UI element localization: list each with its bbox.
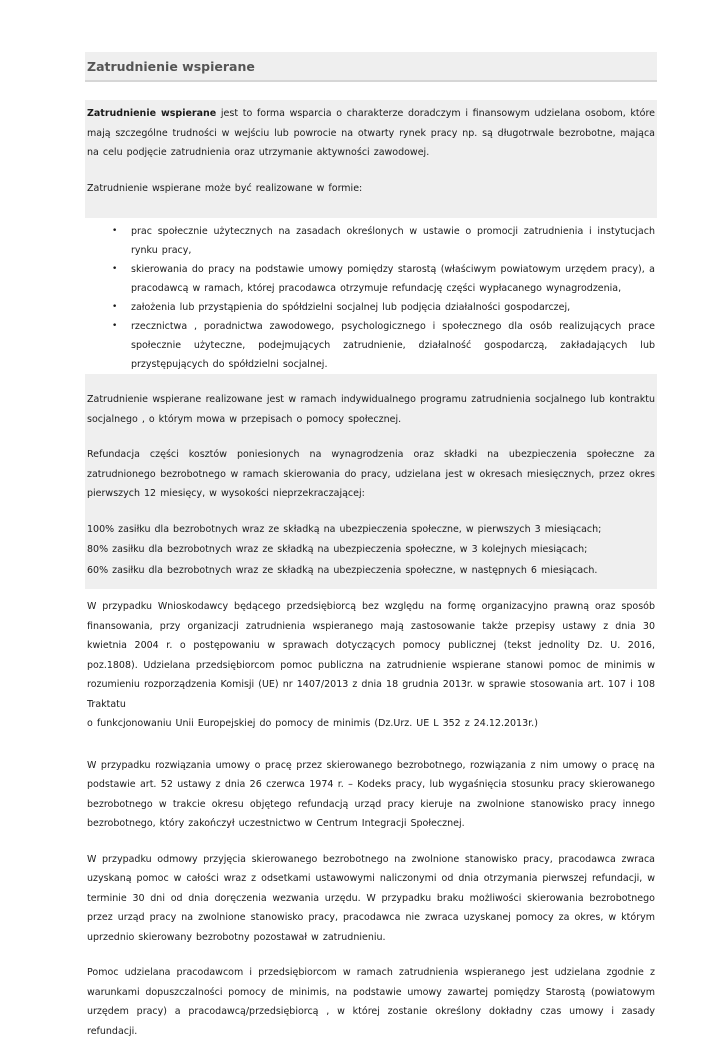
- rates-list: [87, 520, 655, 582]
- deminimis-paragraph-end: o funkcjonowaniu Unii Europejskiej do pomocy de minimis (Dz.Urz. UE L 352 z 24.12.2013r.): [87, 718, 538, 729]
- list-item: • założenia lub przystąpienia do spółdzielni socjalnej lub podjęcia działalności gospodarczej,: [85, 298, 655, 317]
- deminimis-section: [85, 589, 657, 1041]
- bullet-icon: •: [112, 226, 118, 236]
- title-bar: [85, 52, 657, 82]
- rate-line: 60% zasiłku dla bezrobotnych wraz ze składką na ubezpieczenia społeczne, w następnych 6 miesiącach.: [87, 564, 598, 576]
- intro-paragraph: [87, 104, 655, 163]
- rate-line: 100% zasiłku dla bezrobotnych wraz ze składką na ubezpieczenia społeczne, w pierwszych 3 miesiącach;: [87, 523, 602, 535]
- list-item: • skierowania do pracy na podstawie umowy pomiędzy starostą (właściwym powiatowym urzędem pracy), a pracodawcą w ramach, której pracodawca otrzymuje refundację części wypłacanego wynagrodzenia,: [85, 260, 655, 298]
- forms-list-wrapper: [85, 218, 657, 374]
- program-paragraph: Zatrudnienie wspierane realizowane jest w ramach indywidualnego programu zatrudnienia socjalnego lub kontraktu socjalnego , o którym mowa w przepisach o pomocy społecznej.: [87, 394, 655, 425]
- document-page: [85, 52, 657, 1041]
- forms-list: [85, 222, 655, 374]
- refund-paragraph: Refundacja części kosztów poniesionych na wynagrodzenia oraz składki na ubezpieczenia społeczne za zatrudnionego bezrobotnego w ramach skierowania do pracy, udzielana jest w okresach miesięcznych, przez okres pierwszych 12 miesięcy, w wysokości nieprzekraczającej:: [87, 449, 655, 499]
- deminimis-paragraph: W przypadku Wnioskodawcy będącego przedsiębiorcą bez względu na formę organizacyjno prawną oraz sposób finansowania, przy organizacji zatrudnienia wspieranego mają zastosowanie także przepisy ustawy z dnia 30 kwietnia 2004 r. o postępowaniu w sprawach dotyczących pomocy publicznej (tekst jednolity Dz. U. 2016, poz.1808). Udzielana przedsiębiorcom pomoc publiczna na zatrudnienie wspierane stanowi pomoc de minimis w rozumieniu rozporządzenia Komisji (UE) nr 1407/2013 z dnia 18 grudnia 2013r. w sprawie stosowania art. 107 i 108 Traktatu: [87, 601, 655, 710]
- intro-text: jest to forma wsparcia o charakterze doradczym i finansowym udzielana osobom, które mają szczególne trudności w wejściu lub powrocie na otwarty rynek pracy np. są długotrwale bezrobotne, mająca na celu podjęcie zatrudnienia oraz utrzymanie aktywności zawodowej.: [87, 108, 655, 158]
- shaded-section: [85, 100, 657, 218]
- bullet-icon: •: [112, 321, 118, 331]
- shaded-section-2: [85, 374, 657, 589]
- bullet-icon: •: [112, 264, 118, 274]
- aid-paragraph: Pomoc udzielana pracodawcom i przedsiębiorcom w ramach zatrudnienia wspieranego jest udzielana zgodnie z warunkami dopuszczalności pomocy de minimis, na podstawie umowy zawartej pomiędzy Starostą (powiatowym urzędem pracy) a pracodawcą/przedsiębiorcą , w której zostanie określony dokładny czas umowy i zasady refundacji.: [87, 967, 655, 1037]
- bullet-icon: •: [112, 302, 118, 312]
- termination-paragraph: W przypadku rozwiązania umowy o pracę przez skierowanego bezrobotnego, rozwiązania z nim umowy o pracę na podstawie art. 52 ustawy z dnia 26 czerwca 1974 r. – Kodeks pracy, lub wygaśnięcia stosunku pracy skierowanego bezrobotnego w trakcie okresu objętego refundacją urząd pracy kieruje na zwolnione stanowisko pracy innego bezrobotnego, który zakończył uczestnictwo w Centrum Integracji Społecznej.: [87, 759, 655, 829]
- list-item: • prac społecznie użytecznych na zasadach określonych w ustawie o promocji zatrudnienia i instytucjach rynku pracy,: [85, 222, 655, 260]
- page-title: Zatrudnienie wspierane: [87, 58, 255, 74]
- list-item: • rzecznictwa , poradnictwa zawodowego, psychologicznego i społecznego dla osób realizujących prace społecznie użyteczne, podejmujących zatrudnienie, działalność gospodarczą, zakładających lub przystępujących do spółdzielni socjalnej.: [85, 317, 655, 374]
- intro-term: Zatrudnienie wspierane: [87, 108, 217, 119]
- rate-line: 80% zasiłku dla bezrobotnych wraz ze składką na ubezpieczenia społeczne, w 3 kolejnych miesiącach;: [87, 544, 588, 555]
- refusal-paragraph: W przypadku odmowy przyjęcia skierowanego bezrobotnego na zwolnione stanowisko pracy, pracodawca zwraca uzyskaną pomoc w całości wraz z odsetkami ustawowymi naliczonymi od dnia otrzymania pierwszej refundacji, w terminie 30 dni od dnia doręczenia wezwania urzędu. W przypadku braku możliwości skierowania bezrobotnego przez urząd pracy na zwolnione stanowisko pracy, pracodawca nie zwraca uzyskanej pomocy za okres, w którym uprzednio skierowany bezrobotny pozostawał w zatrudnieniu.: [87, 853, 655, 943]
- forms-intro: Zatrudnienie wspierane może być realizowane w formie:: [87, 182, 363, 194]
